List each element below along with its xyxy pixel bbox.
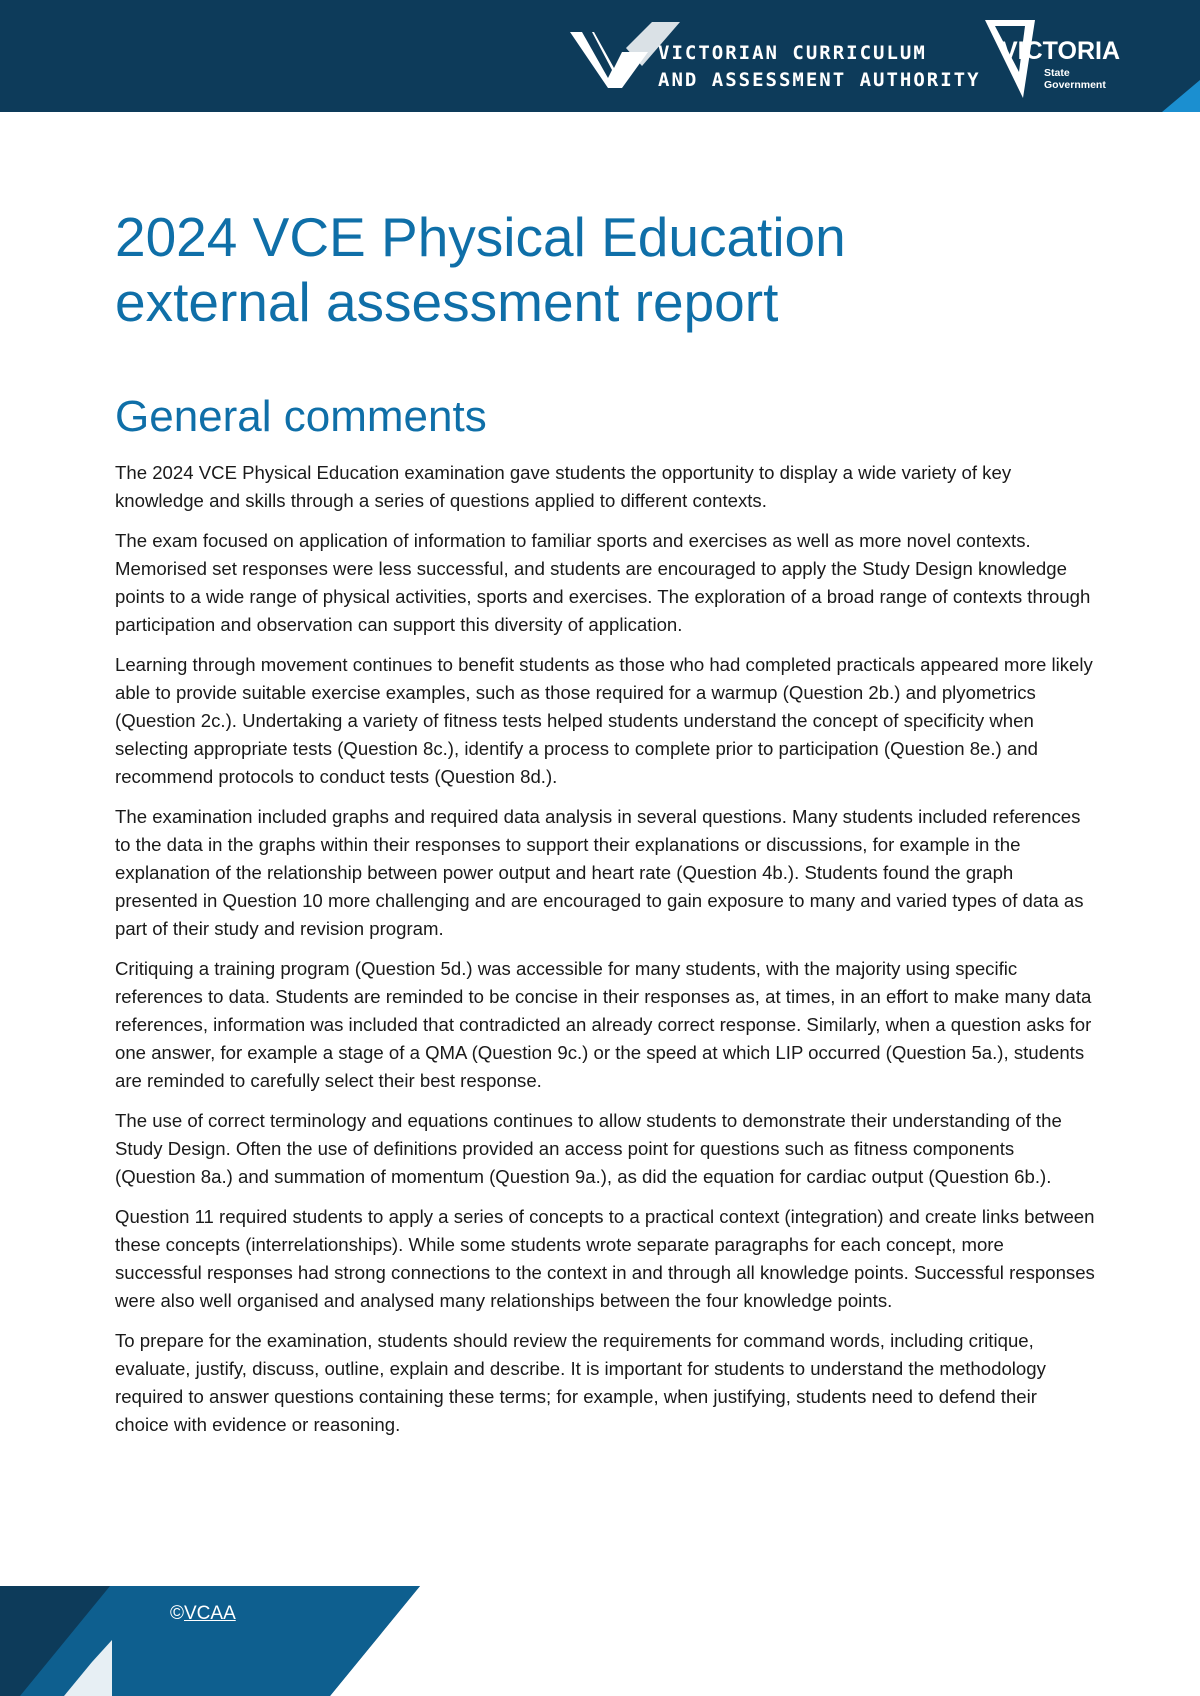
paragraph: To prepare for the examination, students should review the requirements for command words, including critique, evaluate, justify, discuss, outline, explain and describe. It is important for students to understand the methodology required to answer questions containing these terms; for example, when justifying, students need to defend their choice with evidence or reasoning. xyxy=(115,1330,1046,1435)
section-heading-general-comments: General comments xyxy=(115,392,487,441)
org-name-line2: AND ASSESSMENT AUTHORITY xyxy=(658,69,981,91)
state-label: State xyxy=(1044,67,1070,79)
page-title-line1: 2024 VCE Physical Education xyxy=(115,206,846,268)
victoria-wordmark: VICTORIA xyxy=(1001,37,1120,65)
header-banner xyxy=(0,0,1200,112)
vcaa-link[interactable]: VCAA xyxy=(184,1603,236,1624)
org-name-line1: VICTORIAN CURRICULUM xyxy=(658,42,927,64)
paragraph: The 2024 VCE Physical Education examination gave students the opportunity to display a wide variety of key knowledge and skills through a series of questions applied to different contexts. xyxy=(115,462,1012,511)
paragraph: The exam focused on application of information to familiar sports and exercises as well as more novel contexts. Memorised set responses were less successful, and students are encouraged to apply the Study Design knowledge points to a wide range of physical activities, sports and exercises. The exploration of a broad range of contexts through participation and observation can support this diversity of application. xyxy=(115,530,1091,635)
paragraph: The examination included graphs and required data analysis in several questions. Many students included references to the data in the graphs within their responses to support their explanations or discussions, for example in the explanation of the relationship between power output and heart rate (Question 4b.). Students found the graph presented in Question 10 more challenging and are encouraged to gain exposure to many and varied types of data as part of their study and revision program. xyxy=(115,806,1084,939)
copyright-notice xyxy=(170,1603,236,1625)
copyright-symbol: © xyxy=(170,1603,184,1624)
header-accent-stripe xyxy=(1140,0,1200,112)
page-title xyxy=(115,205,1115,335)
page-title-line2: external assessment report xyxy=(115,271,779,333)
paragraph: Critiquing a training program (Question 5d.) was accessible for many students, with the majority using specific references to data. Students are reminded to be concise in their responses as, at times, in an effort to make many data references, information was included that contradicted an already correct response. Similarly, when a question asks for one answer, for example a stage of a QMA (Question 9c.) or the speed at which LIP occurred (Question 5a.), students are reminded to carefully select their best response. xyxy=(115,958,1092,1091)
org-name xyxy=(658,40,981,94)
paragraph: Question 11 required students to apply a series of concepts to a practical context (integration) and create links between these concepts (interrelationships). While some students wrote separate paragraphs for each concept, more successful responses had strong connections to the context in and through all knowledge points. Successful responses were also well organised and analysed many relationships between the four knowledge points. xyxy=(115,1206,1095,1311)
paragraph: The use of correct terminology and equations continues to allow students to demonstrate their understanding of the Study Design. Often the use of definitions provided an access point for questions such as fitness components (Question 8a.) and summation of momentum (Question 9a.), as did the equation for cardiac output (Question 6b.). xyxy=(115,1110,1062,1187)
report-body xyxy=(115,459,1095,1451)
government-label: Government xyxy=(1044,79,1106,91)
state-government-label xyxy=(1044,67,1124,91)
paragraph: Learning through movement continues to benefit students as those who had completed practicals appeared more likely able to provide suitable exercise examples, such as those required for a warmup (Question 2b.) and plyometrics (Question 2c.). Undertaking a variety of fitness tests helped students understand the concept of specificity when selecting appropriate tests (Question 8c.), identify a process to complete prior to participation (Question 8e.) and recommend protocols to conduct tests (Question 8d.). xyxy=(115,654,1093,787)
